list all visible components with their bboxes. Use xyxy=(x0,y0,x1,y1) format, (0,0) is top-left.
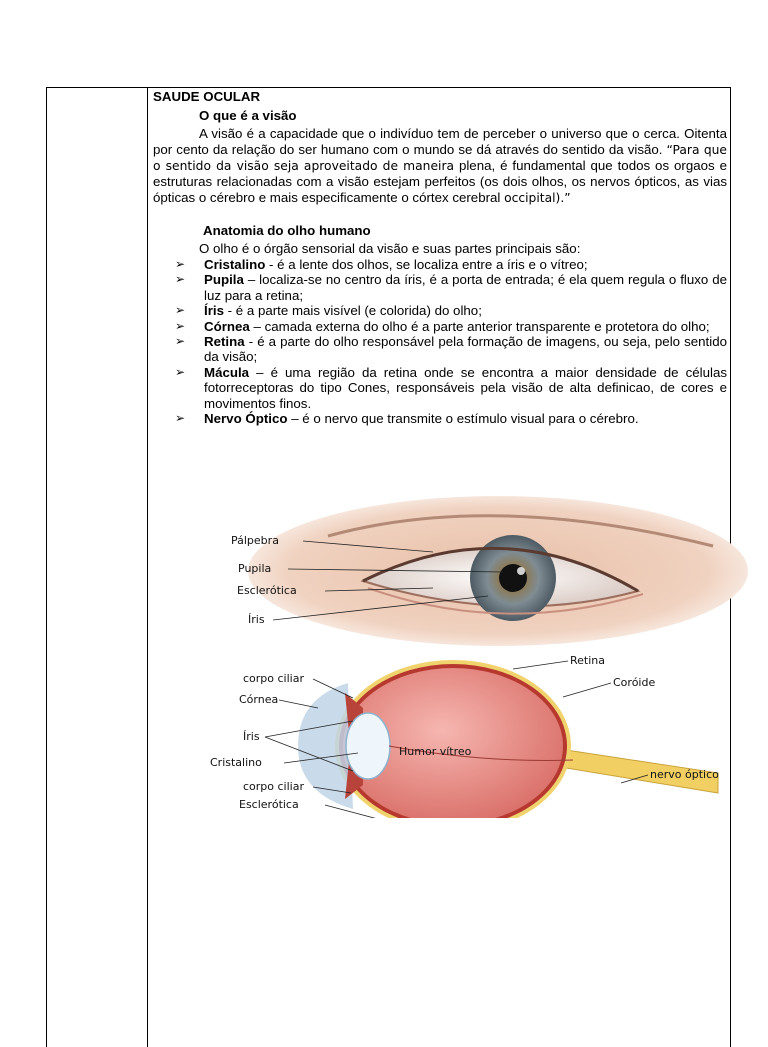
part-desc: – localiza-se no centro da íris, é a porta de entrada; é ela quem regula o fluxo de luz para a retina; xyxy=(204,272,727,303)
arrow-bullet-icon: ➢ xyxy=(175,411,186,426)
part-desc: - é a lente dos olhos, se localiza entre a íris e o vítreo; xyxy=(265,257,588,272)
list-item xyxy=(175,319,727,334)
part-desc: - é a parte mais visível (e colorida) do olho; xyxy=(223,303,482,319)
label-iris-external: Íris xyxy=(248,613,265,626)
eye-parts-list xyxy=(153,257,727,426)
label-retina: Retina xyxy=(570,654,605,667)
paragraph-text-a: A visão é a capacidade que o indivíduo tem de perceber o universo que o cerca. Oitenta por cento da relação do ser humano com o mundo se dá através do sentido da visão. xyxy=(153,126,727,157)
list-item xyxy=(175,257,727,272)
section-title: SAUDE OCULAR xyxy=(153,89,261,104)
part-term: Pupila xyxy=(204,272,244,288)
column-divider xyxy=(147,88,148,1047)
label-corpo-ciliar-bottom: corpo ciliar xyxy=(243,780,304,793)
label-esclerotica-section: Esclerótica xyxy=(239,798,299,811)
eye-section-figure xyxy=(153,653,753,818)
label-cornea: Córnea xyxy=(239,693,279,706)
arrow-bullet-icon: ➢ xyxy=(175,318,186,333)
label-palpebra: Pálpebra xyxy=(231,534,279,547)
list-item xyxy=(175,334,727,365)
label-pupila: Pupila xyxy=(238,562,272,575)
content-column xyxy=(153,88,727,426)
part-term: Retina xyxy=(204,334,245,350)
list-item xyxy=(175,272,727,303)
part-desc: - é a parte do olho responsável pela formação de imagens, ou seja, pelo sentido da visão; xyxy=(204,334,727,365)
arrow-bullet-icon: ➢ xyxy=(175,364,186,379)
part-desc: – é uma região da retina onde se encontra a maior densidade de células fotorreceptoras do tipo Cones, responsáveis pela visão de alta definicao, de cores e movimentos finos. xyxy=(204,364,727,411)
label-corpo-ciliar-top: corpo ciliar xyxy=(243,672,304,685)
list-item xyxy=(175,411,727,426)
label-cristalino: Cristalino xyxy=(210,756,262,769)
document-frame xyxy=(46,87,731,1047)
part-desc: – é o nervo que transmite o estímulo visual para o cérebro. xyxy=(287,411,639,427)
quote-close-text: occipital).” xyxy=(504,191,571,205)
arrow-bullet-icon: ➢ xyxy=(175,303,186,318)
part-desc: – camada externa do olho é a parte anterior transparente e protetora do olho; xyxy=(249,318,710,334)
eye-illustration xyxy=(248,496,748,646)
paragraph-text-b: plena, é fundamental que todos os orgaos e estruturas relacionadas com a visão estejam perfeitos (os dois olhos, os nervos ópticos, as vias ópticas o cérebro e mais especificamente o córtex cerebral xyxy=(153,158,727,205)
part-term: Mácula xyxy=(204,364,250,380)
list-item xyxy=(175,303,727,318)
part-term: Córnea xyxy=(204,318,250,334)
label-coroide: Coróide xyxy=(613,676,656,689)
part-term: Nervo Óptico xyxy=(204,411,288,427)
heading-what-is-vision: O que é a visão xyxy=(199,108,297,123)
list-item xyxy=(175,365,727,411)
quote-open-text: “Para que o sentido da visão seja aproveitado de maneira xyxy=(153,143,727,173)
heading-anatomy: Anatomia do olho humano xyxy=(203,223,371,238)
label-iris-section: Íris xyxy=(243,730,260,743)
arrow-bullet-icon: ➢ xyxy=(175,257,186,271)
label-nervo-optico: nervo óptico xyxy=(650,768,719,781)
arrow-bullet-icon: ➢ xyxy=(175,272,186,287)
anatomy-intro: O olho é o órgão sensorial da visão e suas partes principais são: xyxy=(199,241,581,256)
external-eye-figure xyxy=(153,496,753,646)
label-humor-vitreo: Humor vítreo xyxy=(399,745,472,758)
label-esclerotica: Esclerótica xyxy=(237,584,297,597)
arrow-bullet-icon: ➢ xyxy=(175,334,186,349)
paragraph-vision xyxy=(153,126,727,206)
part-term: Cristalino xyxy=(204,257,266,272)
part-term: Íris xyxy=(204,303,224,319)
